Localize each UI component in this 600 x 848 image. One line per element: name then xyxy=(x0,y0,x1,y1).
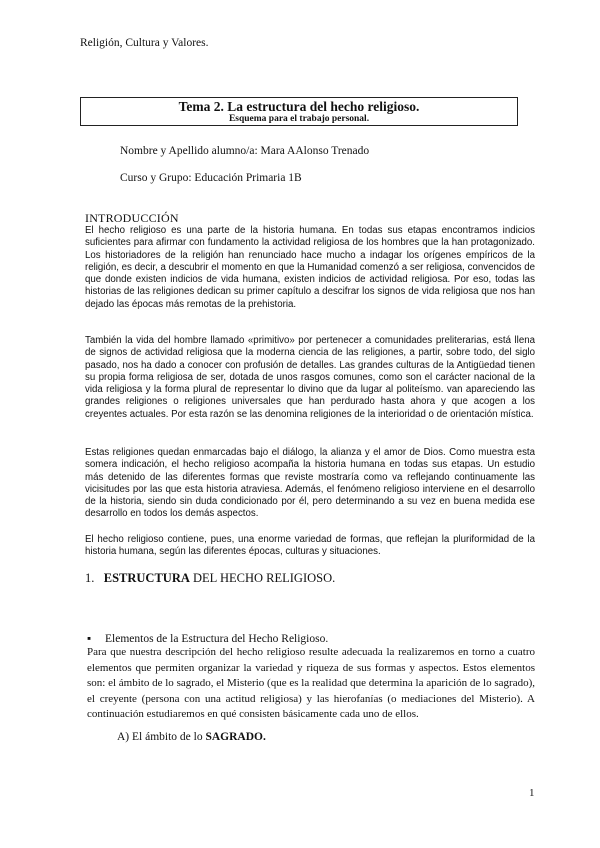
subsection-a-bold: SAGRADO. xyxy=(205,731,266,743)
page-number: 1 xyxy=(529,787,535,799)
section-1-bold-word: ESTRUCTURA xyxy=(103,571,190,585)
intro-paragraph-4: El hecho religioso contiene, pues, una enorme variedad de formas, que reflejan la pluriformidad de la historia humana, según las diferentes épocas, culturas y situaciones. xyxy=(85,534,535,558)
course-group-line: Curso y Grupo: Educación Primaria 1B xyxy=(120,172,302,184)
intro-paragraph-3: Estas religiones quedan enmarcadas bajo el diálogo, la alianza y el amor de Dios. Como muestra esta somera indicación, el hecho religioso acompaña la historia humana en todas sus etapas. Un estudio más detenido de las diferentes formas que reviste mostraría como va reflejando continuamente las vicisitudes por las que esta historia atraviesa. Además, el fenómeno religioso interviene en el desarrollo de la historia, siendo sin duda condicionado por él, pero determinando a su vez en buena medida ese desarrollo en todos los demás aspectos. xyxy=(85,447,535,520)
section-1-rest: DEL HECHO RELIGIOSO. xyxy=(189,571,336,585)
section-1-number: 1. xyxy=(85,571,95,585)
subsection-a-heading xyxy=(117,731,266,743)
bullet-icon: ▪ xyxy=(87,633,92,645)
document-subtitle: Esquema para el trabajo personal. xyxy=(228,114,370,124)
intro-paragraph-2: También la vida del hombre llamado «primitivo» por pertenecer a comunidades preliterarias, está llena de signos de actividad religiosa que la moderna ciencia de las religiones, a partir, sobre todo, del siglo pasado, nos ha dado a conocer con profusión de detalles. Las grandes culturas de la Antigüedad tienen su propia forma religiosa de ser, dotada de unos rasgos comunes, como son el carácter nacional de la vida religiosa y la forma plural de representar lo divino que da lugar al politeísmo. van apareciendo las grandes religiones o religiones universales que han perdurado hasta ahora y que acogen a los creyentes actuales. Por esta razón se las denomina religiones de la interioridad o de orientación mística. xyxy=(85,335,535,420)
student-name-line: Nombre y Apellido alumno/a: Mara AAlonso Trenado xyxy=(120,145,370,157)
subsection-a-prefix: A) El ámbito de lo xyxy=(117,731,206,743)
elements-heading-text: Elementos de la Estructura del Hecho Religioso. xyxy=(105,633,329,645)
running-header: Religión, Cultura y Valores. xyxy=(80,37,209,49)
document-title: Tema 2. La estructura del hecho religioso. xyxy=(178,99,420,114)
intro-paragraph-1: El hecho religioso es una parte de la historia humana. En todas sus etapas encontramos indicios suficientes para afirmar con fundamento la actividad religiosa de los hombres que la han protagonizado. Los historiadores de la religión han renunciado hace mucho a indagar los orígenes empíricos de la religión, es decir, a descubrir el momento en que la Humanidad comenzó a ser religiosa, convencidos de que donde existen indicios de vida humana, existen indicios de actividad religiosa. Por eso, todas las historias de las religiones dedican su primer capítulo a descifrar los signos de vida religiosa que nos han dejado las épocas más remotas de la prehistoria. xyxy=(85,225,535,310)
elements-heading xyxy=(87,633,328,645)
section-1-heading xyxy=(85,571,335,586)
elements-paragraph: Para que nuestra descripción del hecho religioso resulte adecuada la realizaremos en torno a cuatro elementos que permiten organizar la variedad y riqueza de sus formas y aspectos. Estos elementos son: el ámbito de lo sagrado, el Misterio (que es la realidad que determina la aparición de lo sagrado), el creyente (persona con una actitud religiosa) y las hierofanías (o mediaciones del Misterio). A continuación estudiaremos en qué consisten básicamente cada uno de ellos. xyxy=(87,646,535,720)
introduction-heading: INTRODUCCIÓN xyxy=(85,211,179,225)
title-box xyxy=(80,97,518,126)
